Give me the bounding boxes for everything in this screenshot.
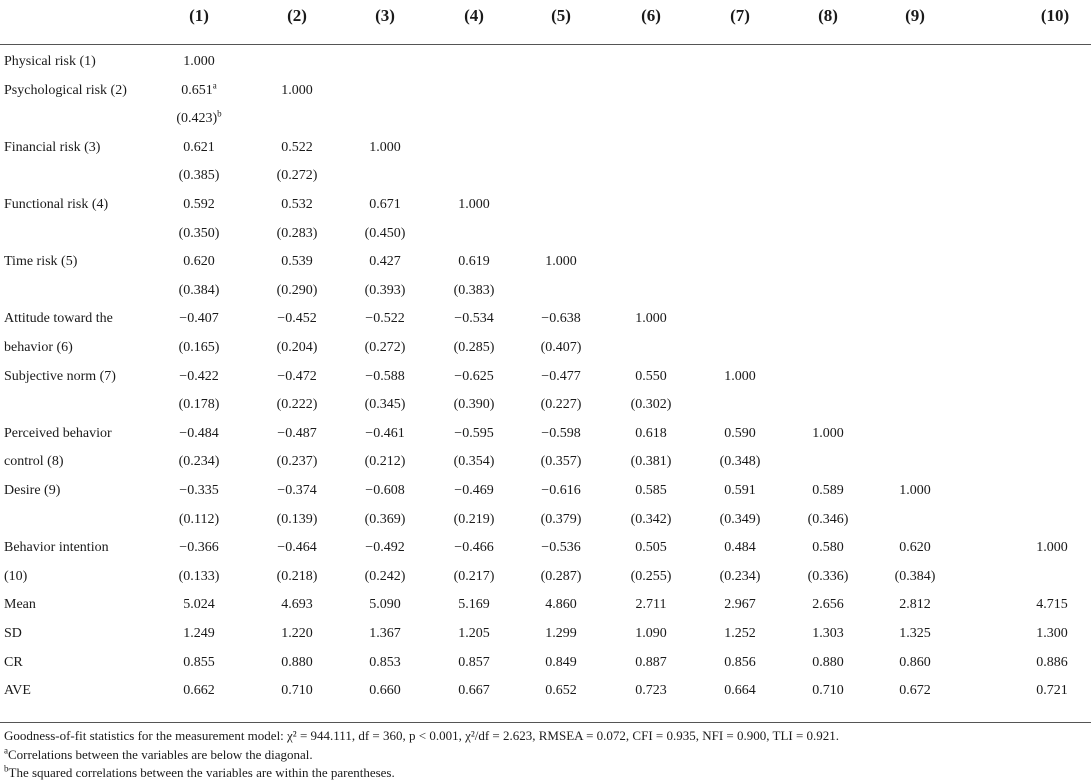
table-cell: 0.710 [812,683,844,699]
table-cell: (0.242) [364,568,406,584]
table-cell: 0.621 [183,139,215,155]
table-cell: −0.464 [277,540,317,556]
row-label: SD [4,626,22,641]
row-label: control (8) [4,454,64,470]
table-cell: 0.427 [369,254,401,270]
table-cell: −0.366 [179,540,219,556]
table-cell: 1.000 [899,483,931,498]
table-cell: 0.539 [281,254,313,270]
table-cell: (0.384) [178,282,220,298]
table-cell: (0.385) [178,168,220,184]
table-cell: 0.550 [635,368,667,384]
table-cell: (0.112) [178,511,220,527]
table-cell: 1.000 [1036,540,1068,556]
table-cell: −0.536 [541,540,581,556]
table-cell: 0.849 [545,654,577,670]
table-cell: 0.880 [812,654,844,670]
table-cell: 0.620 [899,540,931,556]
header-rule [0,44,1091,45]
table-cell: 1.090 [635,626,667,641]
table-cell: (0.348) [719,454,761,470]
table-cell: −0.522 [365,311,405,327]
table-cell: 1.300 [1036,626,1068,641]
table-cell: 1.205 [458,626,490,641]
table-cell: (0.219) [453,511,495,527]
column-header-9: (9) [905,6,925,25]
table-cell: (0.393) [364,282,406,298]
table-cell: 0.853 [369,654,401,670]
table-cell: −0.422 [179,368,219,384]
table-cell: (0.234) [178,454,220,470]
table-cell: (0.342) [630,511,672,527]
table-cell: 0.618 [635,425,667,441]
column-header-5: (5) [551,6,571,25]
table-cell: 0.856 [724,654,756,670]
table-cell: 1.000 [458,197,490,212]
table-cell: 1.000 [635,311,667,327]
table-cell: 0.855 [183,654,215,670]
table-cell: (0.234) [719,568,761,584]
table-cell: 1.000 [724,368,756,384]
table-cell: (0.357) [540,454,582,470]
table-cell: 1.000 [281,82,313,98]
table-cell: 0.660 [369,683,401,699]
table-cell: −0.484 [179,425,219,441]
column-header-1: (1) [189,6,209,25]
table-cell: 0.592 [183,197,215,212]
table-cell: −0.625 [454,368,494,384]
table-cell: −0.588 [365,368,405,384]
table-cell: 1.000 [812,425,844,441]
table-cell: 0.620 [183,254,215,270]
table-cell: 0.662 [183,683,215,699]
row-label: Attitude toward the [4,311,113,327]
table-cell: (0.218) [276,568,318,584]
table-cell: (0.350) [178,225,220,241]
table-cell: (0.165) [178,340,220,355]
row-label: Functional risk (4) [4,197,109,212]
table-cell: (0.285) [453,340,495,355]
table-cell: −0.616 [541,483,581,498]
column-header-10: (10) [1040,6,1070,25]
table-cell: 1.367 [369,626,401,641]
table-cell: 2.812 [899,597,931,613]
table-cell: 1.299 [545,626,577,641]
table-cell: (0.287) [540,568,582,584]
table-cell: (0.139) [276,511,318,527]
table-cell: −0.469 [454,483,494,498]
table-cell: −0.595 [454,425,494,441]
table-cell: (0.272) [364,340,406,355]
table-cell: −0.374 [277,483,317,498]
table-cell: 0.857 [458,654,490,670]
table-cell: 2.656 [812,597,844,613]
table-cell: (0.283) [276,225,318,241]
footer-rule [0,722,1091,723]
table-cell: −0.487 [277,425,317,441]
table-cell: −0.335 [179,483,219,498]
table-cell: (0.290) [276,282,318,298]
table-cell: −0.477 [541,368,581,384]
table-cell: 1.249 [183,626,215,641]
table-cell: 5.169 [458,597,490,613]
row-label: Time risk (5) [4,254,78,270]
table-cell: −0.466 [454,540,494,556]
footnote-b: $^b$The squared correlations between the variables are within the parentheses. [4,763,395,780]
table-cell: 4.860 [545,597,577,613]
table-cell: −0.534 [454,311,494,327]
row-label: Physical risk (1) [4,54,96,69]
table-cell: (0.255) [630,568,672,584]
table-cell: (0.272) [276,168,318,184]
table-cell: −0.492 [365,540,405,556]
column-header-6: (6) [641,6,661,25]
table-cell: −0.452 [277,311,317,327]
table-cell: 0.532 [281,197,313,212]
table-cell: (0.383) [453,282,495,298]
table-cell: (0.302) [630,397,672,413]
table-cell: 1.303 [812,626,844,641]
table-cell: 4.693 [281,597,313,613]
table-cell: (0.369) [364,511,406,527]
table-cell: 0.651$^a$ [181,79,217,98]
row-label: AVE [4,683,31,699]
table-cell: (0.345) [364,397,406,413]
table-cell: (0.390) [453,397,495,413]
column-header-2: (2) [287,6,307,25]
row-label: Subjective norm (7) [4,368,116,384]
table-cell: 1.000 [545,254,577,270]
table-cell: (0.227) [540,397,582,413]
table-cell: 1.000 [369,139,401,155]
table-cell: 0.585 [635,483,667,498]
table-cell: 1.000 [183,54,215,69]
table-cell: −0.638 [541,311,581,327]
table-cell: 2.967 [724,597,756,613]
table-cell: 2.711 [635,597,667,613]
table-cell: 0.880 [281,654,313,670]
table-cell: (0.354) [453,454,495,470]
row-label: CR [4,654,23,670]
column-header-7: (7) [730,6,750,25]
table-cell: 1.325 [899,626,931,641]
table-cell: (0.346) [807,511,849,527]
table-cell: (0.407) [540,340,582,355]
table-cell: (0.212) [364,454,406,470]
table-cell: −0.461 [365,425,405,441]
table-cell: (0.178) [178,397,220,413]
table-cell: (0.237) [276,454,318,470]
table-cell: 1.220 [281,626,313,641]
table-cell: (0.133) [178,568,220,584]
table-cell: −0.472 [277,368,317,384]
table-cell: 5.090 [369,597,401,613]
table-cell: −0.608 [365,483,405,498]
table-cell: 1.252 [724,626,756,641]
table-cell: (0.222) [276,397,318,413]
table-cell: $(0.423)^b$ [176,108,222,127]
table-cell: −0.407 [179,311,219,327]
table-cell: (0.381) [630,454,672,470]
table-cell: 0.589 [812,483,844,498]
column-header-3: (3) [375,6,395,25]
table-cell: 0.522 [281,139,313,155]
row-label: Desire (9) [4,483,61,498]
table-cell: 0.860 [899,654,931,670]
row-label: (10) [4,568,28,584]
table-cell: 0.484 [724,540,756,556]
table-cell: (0.384) [894,568,936,584]
table-cell: 0.505 [635,540,667,556]
table-cell: 0.580 [812,540,844,556]
column-header-4: (4) [464,6,484,25]
table-cell: (0.450) [364,225,406,241]
footnote-a: $^a$Correlations between the variables are below the diagonal. [4,745,313,762]
table-cell: 0.886 [1036,654,1068,670]
table-cell: (0.217) [453,568,495,584]
table-cell: (0.349) [719,511,761,527]
table-cell: 0.672 [899,683,931,699]
row-label: Perceived behavior [4,425,112,441]
table-cell: (0.204) [276,340,318,355]
table-cell: 0.721 [1036,683,1068,699]
table-cell: 0.667 [458,683,490,699]
row-label: Psychological risk (2) [4,82,127,98]
table-cell: (0.336) [807,568,849,584]
table-cell: 0.652 [545,683,577,699]
table-cell: (0.379) [540,511,582,527]
column-header-8: (8) [818,6,838,25]
table-cell: 0.710 [281,683,313,699]
table-cell: 0.887 [635,654,667,670]
table-cell: 0.723 [635,683,667,699]
fit-note: Goodness-of-fit statistics for the measurement model: χ² = 944.111, df = 360, p < 0.001, χ²/df = 2.623, RMSEA = 0.072, CFI = 0.935, NFI = 0.900, TLI = 0.921. [4,728,840,743]
table-cell: 0.591 [724,483,756,498]
table-cell: −0.598 [541,425,581,441]
row-label: Behavior intention [4,540,109,556]
table-cell: 0.590 [724,425,756,441]
table-cell: 0.664 [724,683,756,699]
table-cell: 0.619 [458,254,490,270]
table-cell: 4.715 [1036,597,1068,613]
row-label: Financial risk (3) [4,139,101,155]
row-label: behavior (6) [4,340,73,355]
table-cell: 0.671 [369,197,401,212]
table-cell: 5.024 [183,597,215,613]
row-label: Mean [4,597,36,613]
